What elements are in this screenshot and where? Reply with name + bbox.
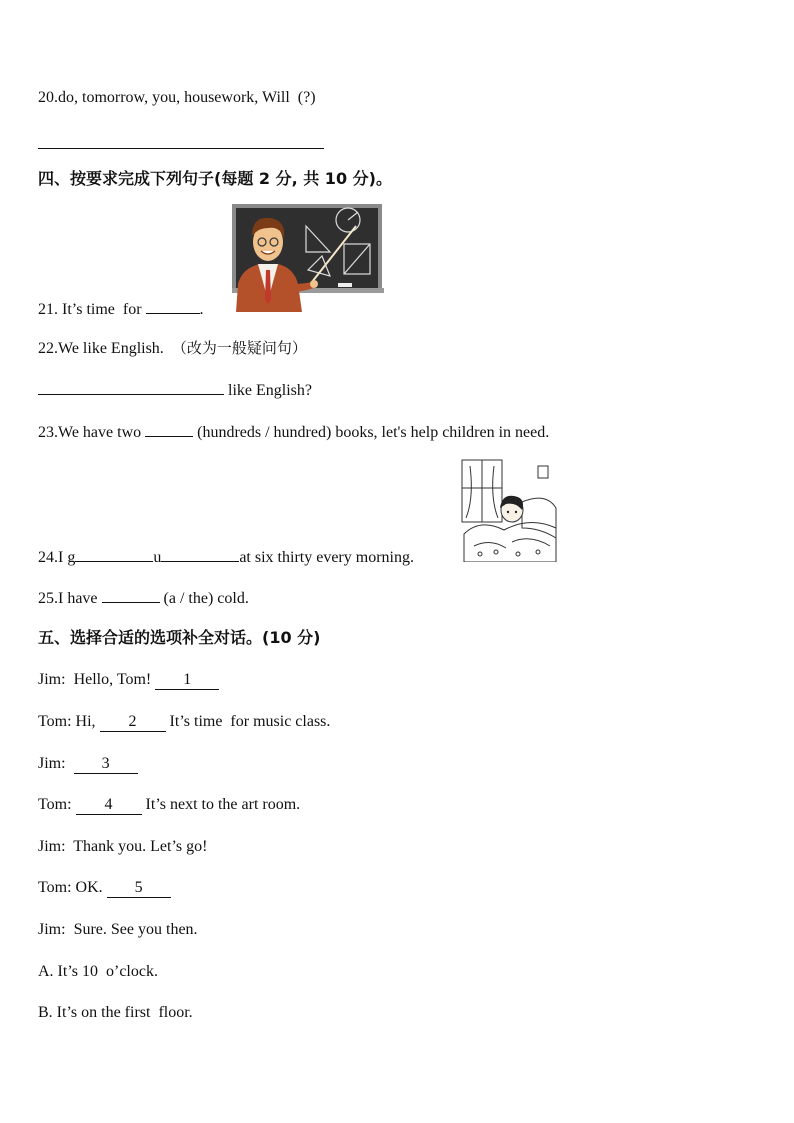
dialogue-line-1 bbox=[38, 670, 219, 690]
question-21-end: . bbox=[199, 301, 204, 318]
dialogue-blank-3[interactable]: 3 bbox=[74, 755, 138, 774]
section-4-title: 四、按要求完成下列句子(每题 2 分, 共 10 分)。 bbox=[38, 169, 392, 188]
question-21-text: 21. It’s time for bbox=[38, 301, 146, 318]
child-in-bed-icon bbox=[460, 458, 560, 562]
dialogue-blank-4[interactable]: 4 bbox=[76, 796, 142, 815]
question-23-text: 23.We have two bbox=[38, 424, 146, 441]
question-22-answer bbox=[38, 379, 312, 401]
option-b: B. It’s on the first floor. bbox=[38, 1004, 193, 1021]
dialogue-line-4-tail: It’s next to the art room. bbox=[141, 796, 301, 813]
question-20: 20.do, tomorrow, you, housework, Will (?) bbox=[38, 89, 316, 106]
question-23-tail: (hundreds / hundred) books, let's help children in need. bbox=[193, 424, 550, 441]
question-25-text: 25.I have bbox=[38, 590, 102, 607]
answer-blank-24b[interactable] bbox=[161, 546, 239, 562]
question-25 bbox=[38, 587, 249, 609]
question-22-text: 22.We like English. bbox=[38, 340, 172, 357]
question-22 bbox=[38, 338, 307, 359]
dialogue-line-2-tail: It’s time for music class. bbox=[165, 713, 331, 730]
question-22-instruction: （改为一般疑问句） bbox=[171, 339, 307, 357]
dialogue-blank-5[interactable]: 5 bbox=[107, 879, 171, 898]
dialogue-line-5: Jim: Thank you. Let’s go! bbox=[38, 838, 208, 855]
answer-blank-25[interactable] bbox=[102, 587, 160, 603]
teacher-chalkboard-icon bbox=[228, 204, 386, 314]
answer-line-20[interactable] bbox=[38, 148, 324, 149]
dialogue-line-4 bbox=[38, 795, 300, 815]
dialogue-line-6 bbox=[38, 878, 171, 898]
question-24-part2: u bbox=[153, 549, 162, 566]
dialogue-line-1-text: Jim: Hello, Tom! bbox=[38, 671, 156, 688]
question-21 bbox=[38, 298, 204, 320]
question-23 bbox=[38, 421, 549, 443]
answer-blank-21[interactable] bbox=[146, 298, 200, 314]
answer-blank-24a[interactable] bbox=[75, 546, 153, 562]
dialogue-line-7: Jim: Sure. See you then. bbox=[38, 921, 198, 938]
dialogue-line-6-text: Tom: OK. bbox=[38, 879, 107, 896]
question-24 bbox=[38, 546, 414, 568]
section-5-title: 五、选择合适的选项补全对话。(10 分) bbox=[38, 628, 321, 647]
question-25-tail: (a / the) cold. bbox=[159, 590, 249, 607]
option-a: A. It’s 10 o’clock. bbox=[38, 963, 158, 980]
answer-blank-23[interactable] bbox=[145, 421, 193, 437]
dialogue-blank-2[interactable]: 2 bbox=[100, 713, 166, 732]
dialogue-line-3-text: Jim: bbox=[38, 755, 74, 772]
question-24-part3: at six thirty every morning. bbox=[239, 549, 414, 566]
answer-blank-22[interactable] bbox=[38, 379, 224, 395]
dialogue-line-2 bbox=[38, 712, 330, 732]
question-22-answer-tail: like English? bbox=[224, 382, 312, 399]
dialogue-line-2-text: Tom: Hi, bbox=[38, 713, 100, 730]
dialogue-line-3 bbox=[38, 754, 138, 774]
question-24-part1: 24.I g bbox=[38, 549, 76, 566]
dialogue-line-4-text: Tom: bbox=[38, 796, 76, 813]
dialogue-blank-1[interactable]: 1 bbox=[155, 671, 219, 690]
